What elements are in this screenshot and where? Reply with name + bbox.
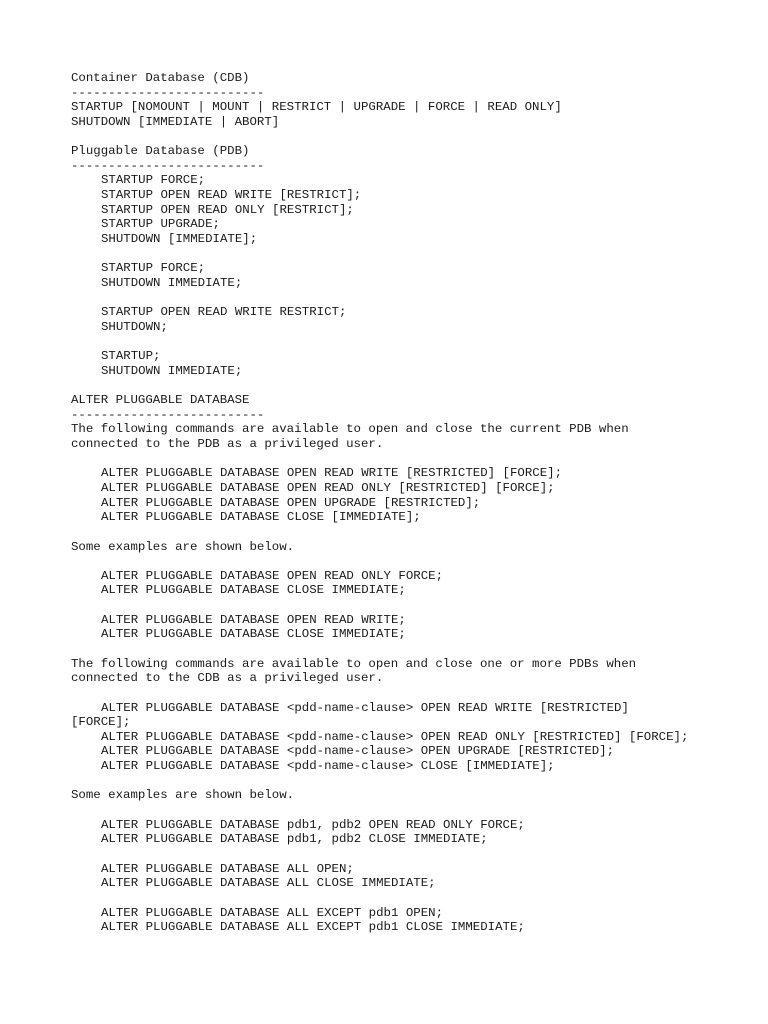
code-line: ALTER PLUGGABLE DATABASE pdb1, pdb2 OPEN READ ONLY FORCE; — [101, 817, 525, 832]
code-line: SHUTDOWN IMMEDIATE; — [101, 363, 243, 378]
code-line: ALTER PLUGGABLE DATABASE <pdd-name-clause> OPEN READ ONLY [RESTRICTED] [FORCE]; — [101, 729, 689, 744]
code-line: ALTER PLUGGABLE DATABASE ALL EXCEPT pdb1 OPEN; — [101, 905, 444, 920]
code-line: STARTUP OPEN READ WRITE RESTRICT; — [101, 305, 347, 320]
cdb-heading: Container Database (CDB) — [71, 71, 250, 85]
code-line: SHUTDOWN; — [101, 319, 168, 334]
paragraph-line: The following commands are available to open and close the current PDB when — [71, 422, 629, 437]
paragraph-line: The following commands are available to open and close one or more PDBs when — [71, 656, 637, 671]
code-line: SHUTDOWN [IMMEDIATE]; — [101, 232, 258, 247]
code-line: STARTUP FORCE; — [101, 173, 206, 188]
cdb-rule: -------------------------- — [71, 85, 265, 100]
code-line: ALTER PLUGGABLE DATABASE CLOSE IMMEDIATE; — [101, 583, 406, 598]
code-line: STARTUP OPEN READ WRITE [RESTRICT]; — [101, 188, 362, 203]
paragraph-line: connected to the CDB as a privileged user. — [71, 671, 384, 686]
examples-label: Some examples are shown below. — [71, 788, 295, 803]
code-line: ALTER PLUGGABLE DATABASE OPEN READ WRITE [RESTRICTED] [FORCE]; — [101, 466, 563, 481]
code-line: SHUTDOWN IMMEDIATE; — [101, 275, 243, 290]
code-line: ALTER PLUGGABLE DATABASE CLOSE [IMMEDIATE]; — [101, 510, 421, 525]
code-line: ALTER PLUGGABLE DATABASE ALL CLOSE IMMEDIATE; — [101, 876, 436, 891]
code-line: ALTER PLUGGABLE DATABASE <pdd-name-clause> CLOSE [IMMEDIATE]; — [101, 759, 555, 774]
code-line: STARTUP; — [101, 349, 161, 364]
paragraph-line: connected to the PDB as a privileged user. — [71, 437, 384, 452]
pdb-heading: Pluggable Database (PDB) — [71, 144, 250, 159]
code-line-wrap: [FORCE]; — [71, 715, 131, 730]
code-line: STARTUP UPGRADE; — [101, 217, 220, 232]
code-line: STARTUP [NOMOUNT | MOUNT | RESTRICT | UPGRADE | FORCE | READ ONLY] — [71, 100, 562, 115]
code-line: SHUTDOWN [IMMEDIATE | ABORT] — [71, 114, 280, 129]
document-page — [71, 71, 751, 935]
code-line: ALTER PLUGGABLE DATABASE <pdd-name-clause> OPEN UPGRADE [RESTRICTED]; — [101, 744, 615, 759]
code-line: STARTUP OPEN READ ONLY [RESTRICT]; — [101, 202, 354, 217]
code-line: ALTER PLUGGABLE DATABASE ALL OPEN; — [101, 861, 354, 876]
code-line: ALTER PLUGGABLE DATABASE pdb1, pdb2 CLOSE IMMEDIATE; — [101, 832, 488, 847]
code-line: ALTER PLUGGABLE DATABASE OPEN UPGRADE [RESTRICTED]; — [101, 495, 481, 510]
code-line: ALTER PLUGGABLE DATABASE <pdd-name-clause> OPEN READ WRITE [RESTRICTED] — [101, 700, 629, 715]
alter-heading: ALTER PLUGGABLE DATABASE — [71, 393, 250, 408]
code-line: ALTER PLUGGABLE DATABASE CLOSE IMMEDIATE; — [101, 627, 406, 642]
code-line: ALTER PLUGGABLE DATABASE OPEN READ ONLY [RESTRICTED] [FORCE]; — [101, 480, 555, 495]
pdb-rule: -------------------------- — [71, 158, 265, 173]
code-line: ALTER PLUGGABLE DATABASE OPEN READ WRITE; — [101, 612, 406, 627]
code-line: ALTER PLUGGABLE DATABASE OPEN READ ONLY FORCE; — [101, 568, 444, 583]
examples-label: Some examples are shown below. — [71, 539, 295, 554]
alter-rule: -------------------------- — [71, 407, 265, 422]
code-line: STARTUP FORCE; — [101, 261, 206, 276]
code-line: ALTER PLUGGABLE DATABASE ALL EXCEPT pdb1 CLOSE IMMEDIATE; — [101, 920, 525, 935]
